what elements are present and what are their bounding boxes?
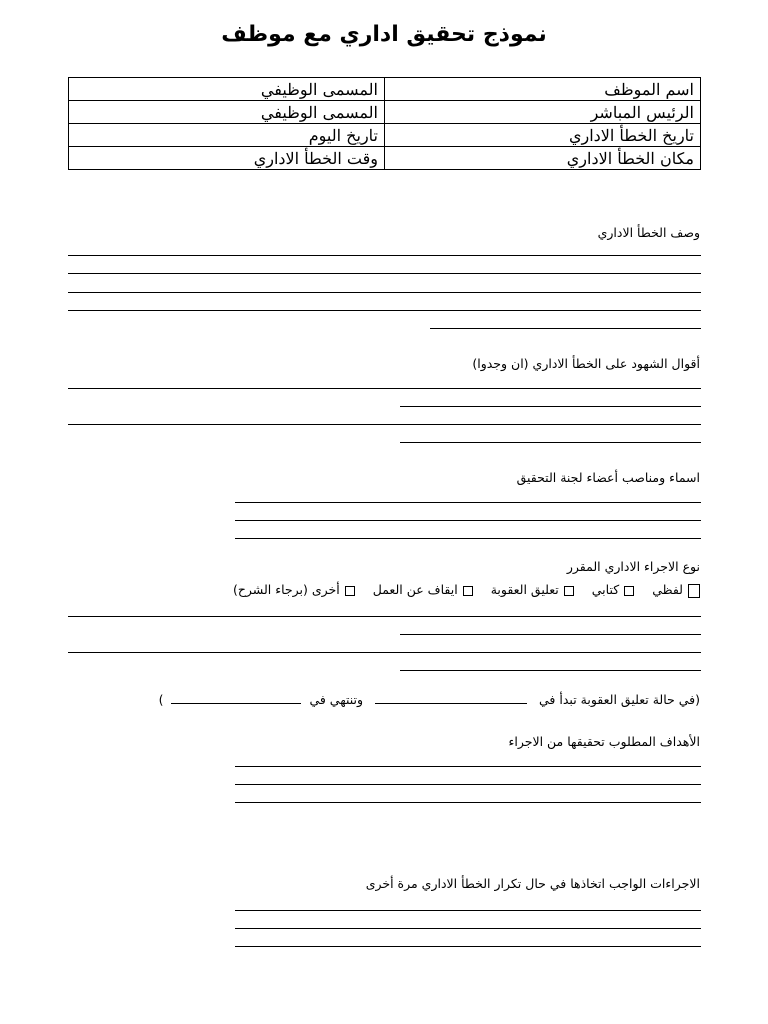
suspension-period-row [158, 692, 700, 707]
witness-line[interactable] [400, 442, 701, 443]
committee-line[interactable] [235, 520, 701, 521]
option-suspend-penalty[interactable]: تعليق العقوبة [491, 582, 574, 597]
today-date-field[interactable]: تاريخ اليوم [69, 124, 385, 147]
checkbox-icon[interactable] [564, 586, 574, 596]
suspension-start-field[interactable] [375, 703, 527, 704]
goals-line[interactable] [235, 766, 701, 767]
employee-name-field[interactable]: اسم الموظف [385, 78, 701, 101]
checkbox-icon[interactable] [624, 586, 634, 596]
repeat-actions-line[interactable] [235, 928, 701, 929]
error-description-line[interactable] [68, 255, 701, 256]
table-row [69, 124, 701, 147]
action-explanation-line[interactable] [68, 652, 701, 653]
witness-line[interactable] [400, 406, 701, 407]
repeat-actions-line[interactable] [235, 910, 701, 911]
form-title: نموذج تحقيق اداري مع موظف [221, 22, 547, 47]
table-row [69, 147, 701, 170]
error-time-field[interactable]: وقت الخطأ الاداري [69, 147, 385, 170]
goals-label: الأهداف المطلوب تحقيقها من الاجراء [508, 734, 700, 749]
suspension-start-label: (في حالة تعليق العقوبة تبدأ في [539, 692, 700, 707]
witness-line[interactable] [68, 424, 701, 425]
table-row [69, 78, 701, 101]
checkbox-icon[interactable] [688, 584, 700, 598]
action-explanation-line[interactable] [68, 616, 701, 617]
committee-line[interactable] [235, 538, 701, 539]
suspension-end-field[interactable] [171, 703, 301, 704]
action-type-label: نوع الاجراء الاداري المقرر [566, 559, 700, 574]
option-written[interactable]: كتابي [592, 582, 634, 597]
job-title-field[interactable]: المسمى الوظيفي [69, 78, 385, 101]
error-place-field[interactable]: مكان الخطأ الاداري [385, 147, 701, 170]
committee-members-label: اسماء ومناصب أعضاء لجنة التحقيق [516, 470, 700, 485]
action-options [219, 582, 700, 598]
repeat-actions-line[interactable] [235, 946, 701, 947]
table-row [69, 101, 701, 124]
repeat-actions-label: الاجراءات الواجب اتخاذها في حال تكرار الخطأ الاداري مرة أخرى [365, 876, 700, 891]
committee-line[interactable] [235, 502, 701, 503]
option-other[interactable]: أخرى (برجاء الشرح) [233, 582, 355, 597]
manager-job-title-field[interactable]: المسمى الوظيفي [69, 101, 385, 124]
witness-line[interactable] [68, 388, 701, 389]
option-work-suspension[interactable]: ايقاف عن العمل [373, 582, 473, 597]
action-explanation-line[interactable] [400, 670, 701, 671]
checkbox-icon[interactable] [463, 586, 473, 596]
witness-statements-label: أقوال الشهود على الخطأ الاداري (ان وجدوا) [472, 356, 700, 371]
suspension-close-paren: ) [158, 692, 164, 707]
employee-info-table [68, 77, 701, 170]
error-date-field[interactable]: تاريخ الخطأ الاداري [385, 124, 701, 147]
direct-manager-field[interactable]: الرئيس المباشر [385, 101, 701, 124]
action-explanation-line[interactable] [400, 634, 701, 635]
error-description-line[interactable] [68, 292, 701, 293]
error-description-line[interactable] [68, 273, 701, 274]
goals-line[interactable] [235, 784, 701, 785]
suspension-end-label: وتنتهي في [309, 692, 364, 707]
option-verbal[interactable]: لفظي [652, 582, 700, 598]
goals-line[interactable] [235, 802, 701, 803]
error-description-line[interactable] [68, 310, 701, 311]
error-description-line[interactable] [430, 328, 701, 329]
checkbox-icon[interactable] [345, 586, 355, 596]
error-description-label: وصف الخطأ الاداري [597, 225, 700, 240]
